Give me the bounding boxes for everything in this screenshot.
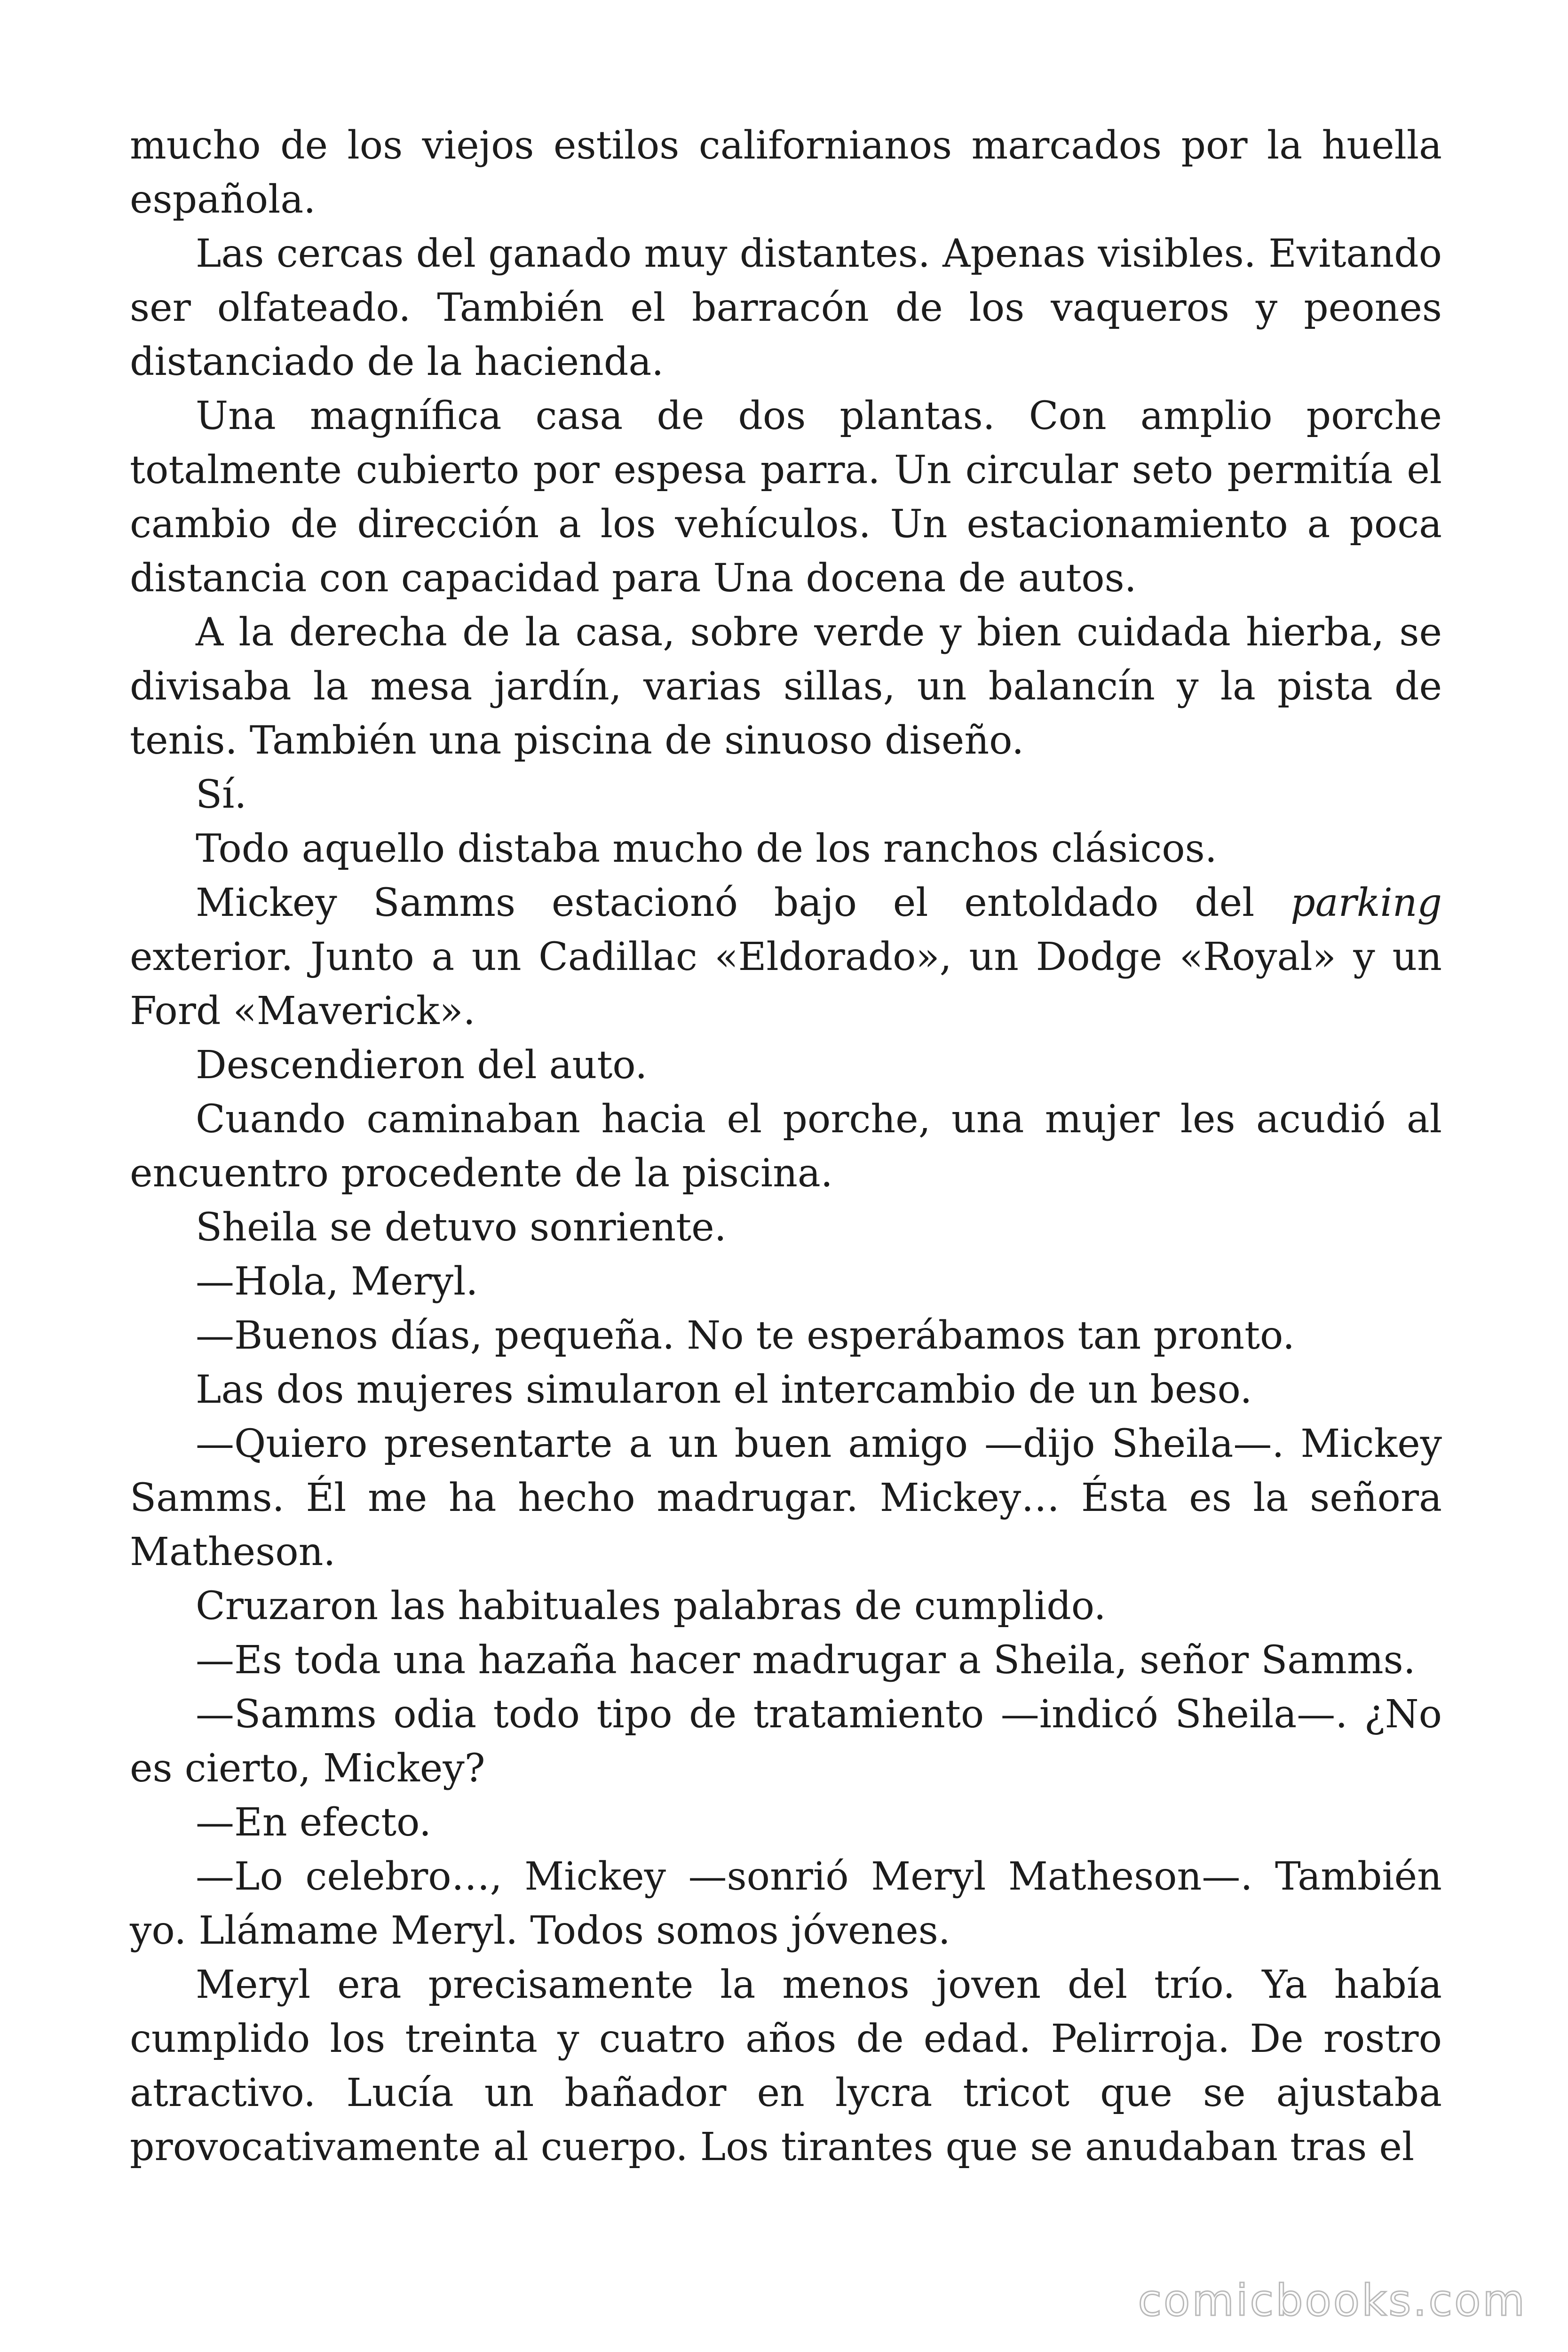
paragraph: mucho de los viejos estilos californianos marcados por la huella española.	[130, 123, 1442, 222]
paragraph: —Lo celebro…, Mickey —sonrió Meryl Matheson—. También yo. Llámame Meryl. Todos somos jóvenes.	[130, 1854, 1442, 1953]
italic-word: parking	[1291, 881, 1442, 925]
watermark: comicbooks.com	[1138, 2275, 1527, 2326]
paragraph: A la derecha de la casa, sobre verde y bien cuidada hierba, se divisaba la mesa jardín, varias sillas, un balancín y la pista de tenis. También una piscina de sinuoso diseño.	[130, 610, 1442, 763]
paragraph: —Quiero presentarte a un buen amigo —dijo Sheila—. Mickey Samms. Él me ha hecho madrugar. Mickey… Ésta es la señora Matheson.	[130, 1422, 1442, 1574]
paragraph: Las dos mujeres simularon el intercambio de un beso.	[196, 1367, 1252, 1412]
paragraph: Sheila se detuvo sonriente.	[196, 1205, 727, 1250]
paragraph: Meryl era precisamente la menos joven del trío. Ya había cumplido los treinta y cuatro años de edad. Pelirroja. De rostro atractivo. Lucía un bañador en lycra tricot que se ajustaba provocativamente al cuerpo. Los tirantes que se anudaban tras el	[130, 1963, 1442, 2169]
paragraph: Cuando caminaban hacia el porche, una mujer les acudió al encuentro procedente de la piscina.	[130, 1097, 1442, 1196]
paragraph: Las cercas del ganado muy distantes. Apenas visibles. Evitando ser olfateado. También el barracón de los vaqueros y peones distanciado de la hacienda.	[130, 231, 1442, 384]
paragraph: —Samms odia todo tipo de tratamiento —indicó Sheila—. ¿No es cierto, Mickey?	[130, 1692, 1442, 1791]
body-text	[130, 119, 1442, 2174]
paragraph-text: exterior. Junto a un Cadillac «Eldorado», un Dodge «Royal» y un Ford «Maverick».	[130, 935, 1442, 1033]
paragraph	[130, 876, 1442, 1038]
paragraph: —En efecto.	[196, 1800, 432, 1845]
paragraph: Cruzaron las habituales palabras de cumplido.	[196, 1584, 1106, 1629]
paragraph: Descendieron del auto.	[196, 1043, 648, 1088]
paragraph: —Hola, Meryl.	[196, 1259, 478, 1304]
paragraph: —Buenos días, pequeña. No te esperábamos tan pronto.	[196, 1313, 1295, 1358]
paragraph: Sí.	[196, 772, 247, 817]
paragraph: Una magnífica casa de dos plantas. Con amplio porche totalmente cubierto por espesa parra. Un circular seto permitía el cambio de dirección a los vehículos. Un estacionamiento a poca distancia con capacidad para Una docena de autos.	[130, 394, 1442, 601]
paragraph-text: Mickey Samms estacionó bajo el entoldado del	[196, 881, 1291, 925]
paragraph: —Es toda una hazaña hacer madrugar a Sheila, señor Samms.	[196, 1638, 1416, 1683]
paragraph: Todo aquello distaba mucho de los ranchos clásicos.	[196, 826, 1217, 871]
